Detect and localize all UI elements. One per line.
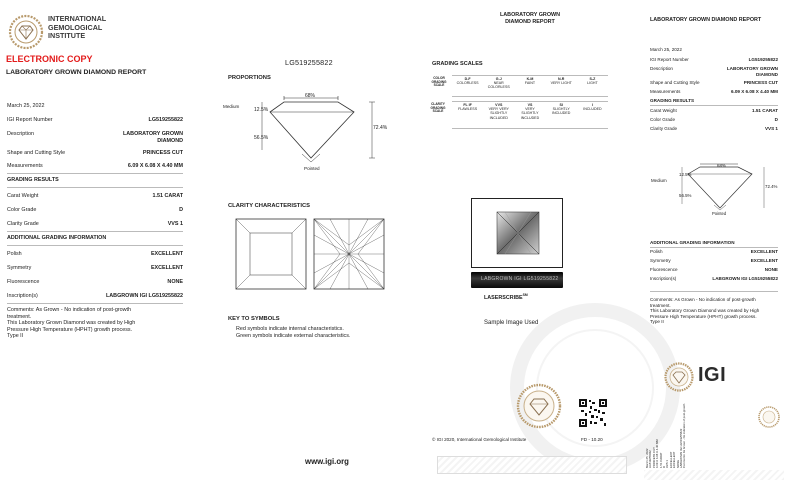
igi-logo-seal-icon <box>664 362 694 392</box>
org-name <box>48 15 106 41</box>
scale-grade: FL IF <box>463 103 472 107</box>
clarity-scale <box>452 103 608 127</box>
grade-color: Color Grade D <box>7 207 183 213</box>
right-date: March 25, 2022 <box>650 47 682 52</box>
right-field-description: Description LABORATORY GROWN DIAMOND <box>650 66 778 77</box>
field-description: Description LABORATORY GROWN DIAMOND <box>7 131 183 144</box>
inscription-photo-text: LABGROWN IGI LG519255822 <box>481 276 559 282</box>
security-strip <box>437 456 627 474</box>
igi-seal-icon <box>8 14 44 50</box>
key-lines: Red symbols indicate internal characteristics. Green symbols indicate external characteristics. <box>236 326 351 339</box>
key-to-symbols-heading: KEY TO SYMBOLS <box>228 316 280 322</box>
right-add-polish: Polish EXCELLENT <box>650 249 778 254</box>
grade-clarity: Clarity Grade VVS 1 <box>7 221 183 227</box>
scale-column <box>514 103 545 120</box>
right-prop-pavilion: 56.5% <box>679 193 692 198</box>
scale-column <box>483 103 514 120</box>
scale-description: COLORLESS <box>456 81 479 86</box>
center-header: LABORATORY GROWN DIAMOND REPORT <box>500 12 560 25</box>
right-add-fluorescence: Fluorescence NONE <box>650 267 778 272</box>
scale-description: INCLUDED <box>583 107 602 112</box>
clarity-plot-diagram <box>230 215 390 295</box>
right-grade-clarity: Clarity Grade VVS 1 <box>650 126 778 131</box>
scale-grade: D-F <box>464 77 471 81</box>
right-grading-heading: GRADING RESULTS <box>650 98 695 103</box>
scale-grade: K-M <box>526 77 534 81</box>
rotated-stub-text: March 25, 2022 LG519255822 PRINCESS CUT 6.09 X 6.08 X 4.40 MM 1.51 CARAT D VVS 1 EXCELLENT EXCELLENT NONE LABGROWN IGI LG519255822 Comments: As Grown - No indication of post-growth <box>645 403 687 468</box>
website-link[interactable]: www.igi.org <box>305 457 349 466</box>
diamond-photo <box>495 210 541 256</box>
scale-description: VERY VERY SLIGHTLY INCLUDED <box>488 107 509 120</box>
color-scale <box>452 77 608 95</box>
igi-gold-seal-icon <box>516 383 562 429</box>
prop-culet: Pointed <box>304 166 320 171</box>
scale-column <box>483 77 514 90</box>
field-report-number: IGI Report Number LG519255822 <box>7 117 183 123</box>
right-field-measurements: Measurements 6.09 X 6.08 X 4.40 MM <box>650 89 778 94</box>
color-scale-label: COLOR GRADING SCALE <box>431 76 447 88</box>
field-shape: Shape and Cutting Style PRINCESS CUT <box>7 150 183 156</box>
add-symmetry: Symmetry EXCELLENT <box>7 265 183 271</box>
scale-description: NEAR COLORLESS <box>487 81 510 90</box>
scale-description: FAINT <box>524 81 536 86</box>
right-add-symmetry: Symmetry EXCELLENT <box>650 258 778 263</box>
right-prop-culet: Pointed <box>712 211 727 216</box>
scale-column <box>577 77 608 85</box>
scale-description: VERY LIGHT <box>550 81 572 86</box>
right-prop-depth: 72.4% <box>765 184 778 189</box>
prop-table: 68% <box>305 93 316 99</box>
right-header: LABORATORY GROWN DIAMOND REPORT <box>650 17 762 23</box>
additional-info-heading: ADDITIONAL GRADING INFORMATION <box>7 235 107 241</box>
comments: Comments: As Grown - No indication of post-growth treatment. This Laboratory Grown Diamond was created by High Pressure High Temperature (HPHT) growth process. Type II <box>7 307 136 340</box>
right-prop-crown-label: Medium <box>651 178 667 183</box>
scale-description: LIGHT <box>587 81 598 86</box>
center-report-number: LG519255822 <box>285 58 333 67</box>
field-measurements: Measurements 6.09 X 6.08 X 4.40 MM <box>7 163 183 169</box>
laserscribe-label: LASERSCRIBE℠ <box>484 293 528 301</box>
grading-scales-heading: GRADING SCALES <box>432 61 483 67</box>
inscription-photo <box>471 272 563 288</box>
scale-description: FLAWLESS <box>458 107 478 112</box>
right-field-report-number: IGI Report Number LG519255822 <box>650 57 778 62</box>
rotated-stub-card <box>640 398 788 482</box>
prop-crown-label: Medium <box>223 104 240 109</box>
scale-column <box>546 77 577 85</box>
add-polish: Polish EXCELLENT <box>7 251 183 257</box>
right-prop-crown: 12.5% <box>679 172 692 177</box>
org-line: INSTITUTE <box>48 31 86 41</box>
clarity-characteristics-heading: CLARITY CHARACTERISTICS <box>228 203 311 209</box>
scale-grade: N-R <box>557 77 565 81</box>
scale-column <box>452 77 483 85</box>
qr-code-icon <box>578 398 608 428</box>
prop-pavilion: 56.5% <box>254 135 269 141</box>
scale-column <box>514 77 545 85</box>
scale-description: SLIGHTLY INCLUDED <box>552 107 571 116</box>
right-comments: Comments: As Grown - No indication of post-growth treatment. This Laboratory Grown Diamond was created by High Pressure High Temperature (HPHT) growth process. Type II <box>650 297 760 325</box>
grading-results-heading: GRADING RESULTS <box>7 177 59 183</box>
sample-image-caption: Sample Image Used <box>484 320 539 326</box>
org-line: GEMOLOGICAL <box>48 22 103 32</box>
electronic-copy-label: ELECTRONIC COPY <box>6 54 93 64</box>
report-title: LABORATORY GROWN DIAMOND REPORT <box>6 69 147 76</box>
scale-description: VERY SLIGHTLY INCLUDED <box>520 107 540 120</box>
form-code: FD - 10.20 <box>581 437 603 442</box>
scale-column <box>546 103 577 116</box>
scale-column <box>577 103 608 111</box>
right-grade-carat: Carat Weight 1.51 CARAT <box>650 108 778 113</box>
stub-seal-icon <box>758 406 780 428</box>
scale-grade: SI <box>559 103 563 107</box>
igi-logo-text: IGI <box>698 364 727 386</box>
proportions-diagram <box>222 88 382 176</box>
right-field-shape: Shape and Cutting Style PRINCESS CUT <box>650 80 778 85</box>
right-add-inscription: Inscription(s) LABGROWN IGI LG519255822 <box>650 276 778 281</box>
grade-carat: Carat Weight 1.51 CARAT <box>7 193 183 199</box>
right-additional-heading: ADDITIONAL GRADING INFORMATION <box>650 240 735 245</box>
scale-grade: I <box>591 103 593 107</box>
add-inscription: Inscription(s) LABGROWN IGI LG519255822 <box>7 293 183 299</box>
clarity-scale-label: CLARITY GRADING SCALE <box>430 102 446 114</box>
prop-crown: 12.5% <box>254 107 269 113</box>
report-date: March 25, 2022 <box>7 103 45 109</box>
proportions-heading: PROPORTIONS <box>228 75 271 81</box>
right-prop-table: 68% <box>717 163 726 168</box>
diamond-photo-frame <box>471 198 563 268</box>
org-line: INTERNATIONAL <box>48 14 107 23</box>
prop-depth: 72.4% <box>373 125 388 131</box>
scale-grade: VS <box>527 103 533 107</box>
scale-column <box>452 103 483 111</box>
copyright-text: © IGI 2020, International Gemological Institute <box>432 437 527 442</box>
add-fluorescence: Fluorescence NONE <box>7 279 183 285</box>
stub-security-strip <box>644 470 784 480</box>
scale-grade: S-Z <box>589 77 596 81</box>
scale-grade: VVS <box>495 103 503 107</box>
scale-grade: G-J <box>495 77 502 81</box>
right-grade-color: Color Grade D <box>650 117 778 122</box>
